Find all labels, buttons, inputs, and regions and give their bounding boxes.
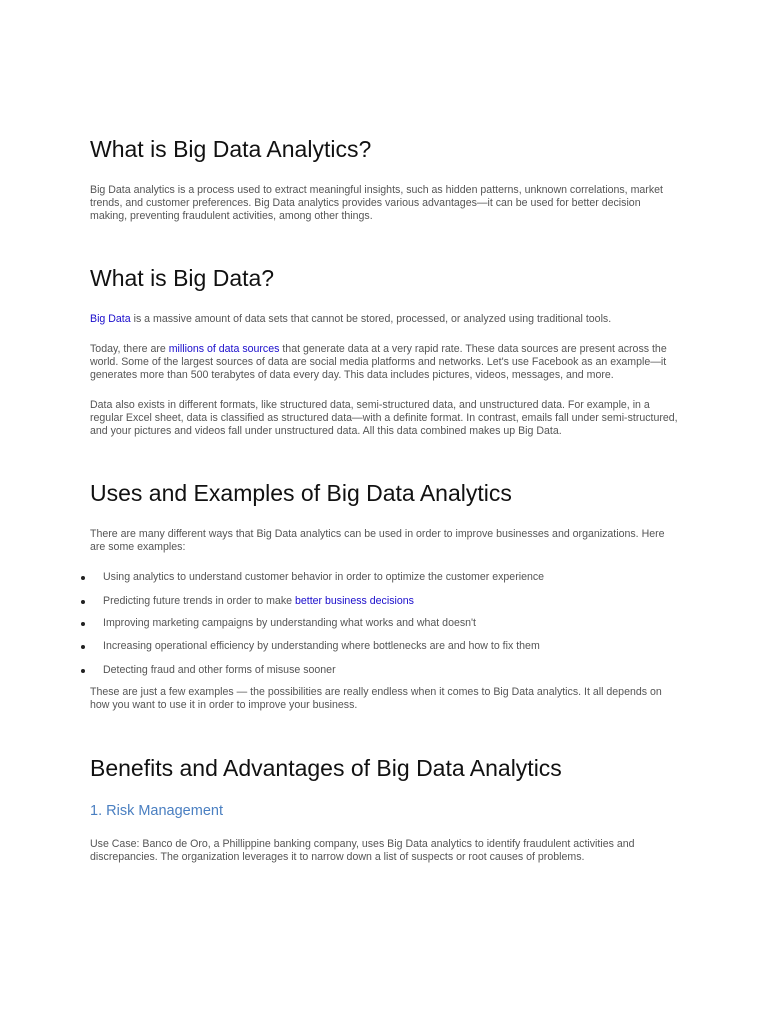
list-item-text: Using analytics to understand customer behavior in order to optimize the customer experience bbox=[103, 571, 545, 583]
bullet-icon bbox=[81, 669, 85, 673]
paragraph-data-sources bbox=[90, 343, 680, 381]
link-big-data[interactable]: Big Data bbox=[90, 313, 131, 325]
list-item-text: Increasing operational efficiency by understanding where bottlenecks are and how to fix them bbox=[103, 640, 540, 652]
bullet-icon bbox=[81, 645, 85, 649]
paragraph-big-data-definition-text: is a massive amount of data sets that cannot be stored, processed, or analyzed using traditional tools. bbox=[130, 313, 612, 325]
list-item-text: Detecting fraud and other forms of misuse sooner bbox=[103, 664, 336, 676]
paragraph-big-data-definition bbox=[90, 313, 680, 326]
link-millions-of-data-sources[interactable]: millions of data sources bbox=[168, 343, 280, 355]
bullet-icon bbox=[81, 600, 85, 604]
paragraph-uses-intro: There are many different ways that Big Data analytics can be used in order to improve businesses and organizations. Here are some examples: bbox=[90, 528, 665, 553]
bullet-icon bbox=[81, 576, 85, 580]
paragraph-data-sources-text: that generate data at a very rapid rate. These data sources are present across the world. Some of the largest sources of data are social media platforms and networks. Let's use Facebook as an example—it generates more than 500 terabytes of data every day. This data includes pictures, videos, messages, and more. bbox=[90, 343, 667, 381]
heading-what-is-big-data-analytics: What is Big Data Analytics? bbox=[90, 136, 372, 162]
bullet-icon bbox=[81, 622, 85, 626]
link-better-business-decisions[interactable]: better business decisions bbox=[294, 595, 414, 607]
paragraph-data-sources-lead: Today, there are bbox=[90, 343, 169, 355]
list-item-text bbox=[103, 595, 414, 608]
heading-what-is-big-data: What is Big Data? bbox=[90, 265, 275, 291]
heading-benefits-and-advantages: Benefits and Advantages of Big Data Analytics bbox=[90, 755, 562, 781]
subheading-risk-management: 1. Risk Management bbox=[90, 803, 223, 819]
paragraph-risk-management-use-case: Use Case: Banco de Oro, a Phillippine banking company, uses Big Data analytics to identify fraudulent activities and discrepancies. The organization leverages it to narrow down a list of suspects or root causes of problems. bbox=[90, 838, 635, 863]
paragraph-data-formats: Data also exists in different formats, like structured data, semi-structured data, and unstructured data. For example, in a regular Excel sheet, data is classified as structured data—with a definite format. In contrast, emails fall under semi-structured, and your pictures and videos fall under unstructured data. All this data combined makes up Big Data. bbox=[90, 399, 678, 437]
list-item-text: Improving marketing campaigns by understanding what works and what doesn't bbox=[103, 617, 477, 629]
list-item-lead: Predicting future trends in order to make bbox=[103, 595, 295, 607]
paragraph-analytics-definition: Big Data analytics is a process used to extract meaningful insights, such as hidden patterns, unknown correlations, market trends, and customer preferences. Big Data analytics provides various advantages—it can be used for better decision making, preventing fraudulent activities, among other things. bbox=[90, 184, 663, 222]
heading-uses-and-examples: Uses and Examples of Big Data Analytics bbox=[90, 480, 512, 506]
paragraph-uses-outro: These are just a few examples — the possibilities are really endless when it comes to Big Data analytics. It all depends on how you want to use it in order to improve your business. bbox=[90, 686, 662, 711]
